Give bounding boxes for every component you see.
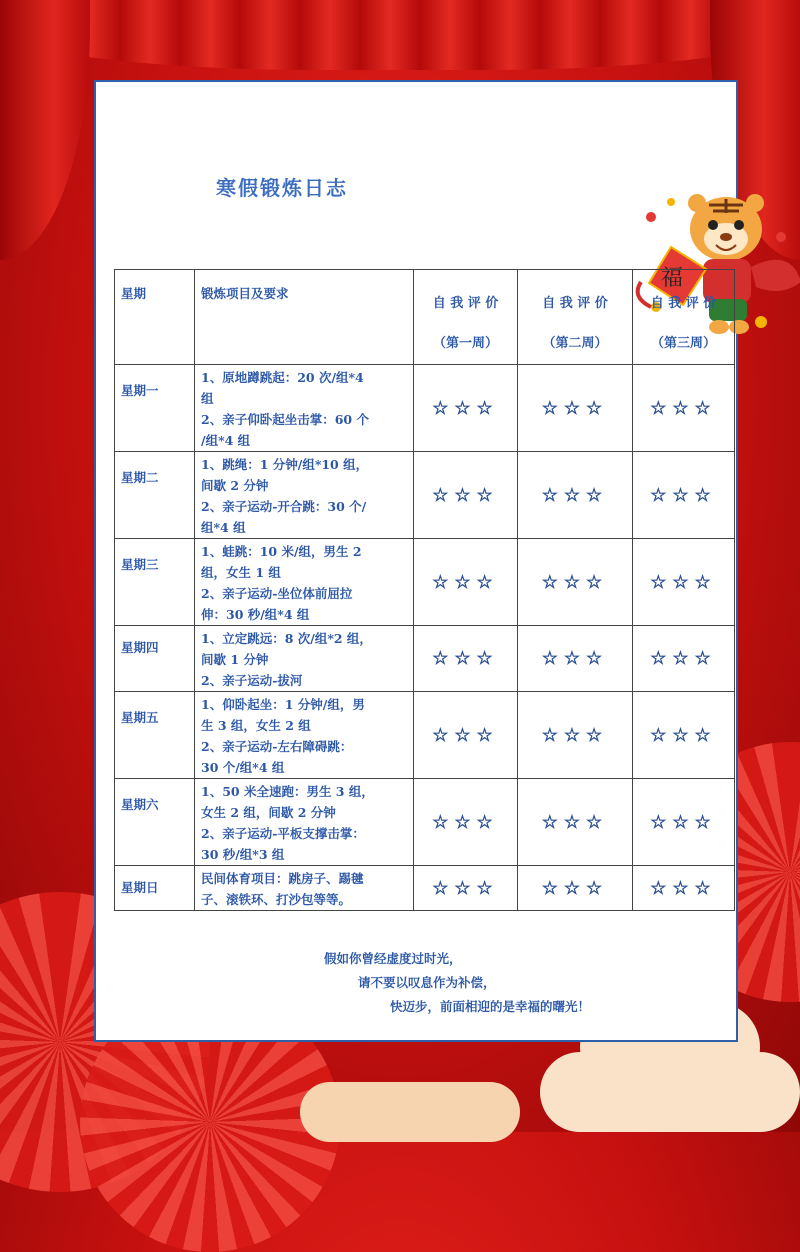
- day-label: 星期五: [121, 710, 159, 725]
- day-label: 星期二: [121, 470, 159, 485]
- table-row: [115, 866, 735, 911]
- star-rating-week1[interactable]: ☆☆☆: [414, 626, 518, 692]
- day-label: 星期四: [121, 640, 159, 655]
- poem-line: 请不要以叹息作为补偿，: [358, 975, 496, 990]
- star-rating-week3[interactable]: ☆☆☆: [633, 365, 735, 452]
- page-title: 寒假锻炼日志: [216, 176, 348, 200]
- star-rating-week1[interactable]: ☆☆☆: [414, 866, 518, 911]
- cloud-decoration: [300, 1082, 520, 1142]
- header-eval-week: （第一周）: [432, 336, 498, 351]
- day-label: 星期日: [121, 880, 159, 895]
- poem-line: 假如你曾经虚度过时光，: [324, 951, 462, 966]
- exercise-log-table: [114, 269, 735, 911]
- curtain-left: [0, 0, 90, 260]
- star-rating-week2[interactable]: ☆☆☆: [518, 539, 633, 626]
- star-rating-week3[interactable]: ☆☆☆: [633, 866, 735, 911]
- star-rating-week1[interactable]: ☆☆☆: [414, 365, 518, 452]
- table-row: [115, 692, 735, 779]
- day-label: 星期三: [121, 557, 159, 572]
- star-rating-week3[interactable]: ☆☆☆: [633, 452, 735, 539]
- star-rating-week1[interactable]: ☆☆☆: [414, 539, 518, 626]
- table-header-row: [115, 270, 735, 365]
- star-rating-week2[interactable]: ☆☆☆: [518, 365, 633, 452]
- header-eval-week: （第三周）: [650, 336, 716, 351]
- day-label: 星期一: [121, 383, 159, 398]
- mascot-sign-text: 福: [661, 266, 684, 291]
- star-rating-week3[interactable]: ☆☆☆: [633, 692, 735, 779]
- exercise-text: 1、原地蹲跳起：20 次/组*4 组 2、亲子仰卧起坐击掌：60 个 /组*4 组: [201, 370, 369, 448]
- header-eval-label: 自 我 评 价: [432, 296, 499, 311]
- table-row: [115, 365, 735, 452]
- table-row: [115, 779, 735, 866]
- exercise-text: 民间体育项目：跳房子、踢毽 子、滚铁环、打沙包等等。: [201, 871, 364, 907]
- star-rating-week3[interactable]: ☆☆☆: [633, 626, 735, 692]
- star-rating-week2[interactable]: ☆☆☆: [518, 452, 633, 539]
- header-eval-label: 自 我 评 价: [542, 296, 608, 311]
- day-label: 星期六: [121, 797, 159, 812]
- exercise-text: 1、仰卧起坐：1 分钟/组，男 生 3 组，女生 2 组 2、亲子运动-左右障碍跳： 30 个/组*4 组: [201, 697, 365, 775]
- header-day: 星期: [121, 286, 147, 301]
- table-row: [115, 452, 735, 539]
- table-row: [115, 539, 735, 626]
- header-eval-label: 自 我 评 价: [650, 296, 717, 311]
- log-sheet: [94, 80, 738, 1042]
- star-rating-week1[interactable]: ☆☆☆: [414, 779, 518, 866]
- star-rating-week2[interactable]: ☆☆☆: [518, 626, 633, 692]
- star-rating-week2[interactable]: ☆☆☆: [518, 692, 633, 779]
- exercise-text: 1、跳绳：1 分钟/组*10 组， 间歇 2 分钟 2、亲子运动-开合跳：30 个/ 组*4 组: [201, 457, 369, 535]
- star-rating-week3[interactable]: ☆☆☆: [633, 779, 735, 866]
- table-row: [115, 626, 735, 692]
- exercise-text: 1、50 米全速跑：男生 3 组， 女生 2 组，间歇 2 分钟 2、亲子运动-平板支撑击掌： 30 秒/组*3 组: [201, 784, 374, 862]
- star-rating-week2[interactable]: ☆☆☆: [518, 866, 633, 911]
- exercise-text: 1、蛙跳：10 米/组，男生 2 组，女生 1 组 2、亲子运动-坐位体前屈拉 伸：30 秒/组*4 组: [201, 544, 362, 622]
- header-eval-week: （第二周）: [542, 336, 608, 351]
- star-rating-week3[interactable]: ☆☆☆: [633, 539, 735, 626]
- poem-line: 快迈步，前面相迎的是幸福的曙光！: [390, 999, 591, 1014]
- exercise-text: 1、立定跳远：8 次/组*2 组， 间歇 1 分钟 2、亲子运动-拔河: [201, 631, 372, 688]
- star-rating-week1[interactable]: ☆☆☆: [414, 452, 518, 539]
- header-item: 锻炼项目及要求: [201, 286, 289, 301]
- star-rating-week1[interactable]: ☆☆☆: [414, 692, 518, 779]
- curtain-top: [0, 0, 800, 70]
- star-rating-week2[interactable]: ☆☆☆: [518, 779, 633, 866]
